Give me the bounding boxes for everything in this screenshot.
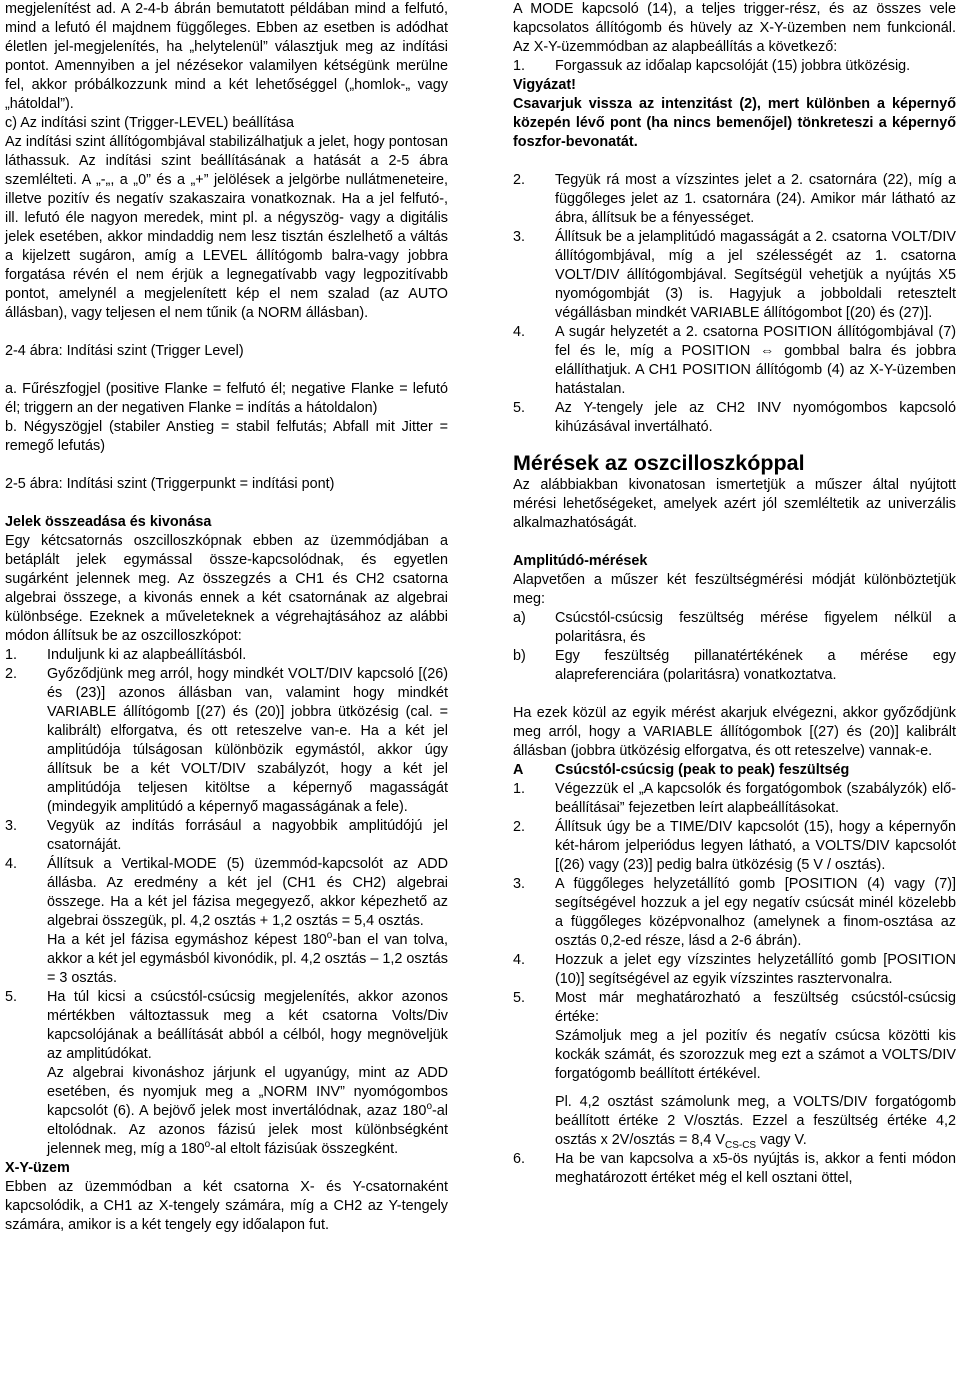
trigger-level-heading: c) Az indítási szint (Trigger-LEVEL) beállítása xyxy=(5,115,294,131)
figure-2-4-caption: 2-4 ábra: Indítási szint (Trigger Level) xyxy=(5,343,244,359)
list-item xyxy=(513,818,956,875)
list-item xyxy=(513,647,956,685)
list-text: Forgassuk az időalap kapcsolóját (15) jobbra ütközésig. xyxy=(555,58,911,74)
list-item xyxy=(513,951,956,989)
section-heading-measurements: Mérések az oszcilloszkóppal xyxy=(513,451,805,475)
list-number: 1. xyxy=(5,647,18,663)
section-heading-xy: X-Y-üzem xyxy=(5,1160,70,1176)
list-item xyxy=(5,665,448,817)
calibration-paragraph: Ha ezek közül az egyik mérést akarjuk elvégezni, akkor győződjünk meg arról, hogy a VARIABLE állítógombok [(27) és (20)] kalibrált állásban (jobbra ütközésig elforgatva, és ott reteszelve) vannak-e. xyxy=(513,705,956,759)
list-text: A függőleges helyzetállító gomb [POSITION (4) vagy (7)] segítségével hozzuk a jel egy negatív csúcsát minél közelebb a függőleges középvonalhoz (amelynek a finom-osztása az osztás 0,2-ed része, lásd a 2-6 ábrán). xyxy=(555,876,956,949)
list-item xyxy=(5,817,448,855)
list-text: Vegyük az indítás forrásául a nagyobbik amplitúdójú jel csatornáját. xyxy=(47,818,448,853)
list-number: 5. xyxy=(513,400,526,416)
left-column xyxy=(5,0,448,1235)
list-number: 3. xyxy=(5,818,18,834)
list-item xyxy=(513,875,956,951)
figure-2-5-caption: 2-5 ábra: Indítási szint (Triggerpunkt = indítási pont) xyxy=(5,476,335,492)
section-heading-amplitude: Amplitúdó-mérések xyxy=(513,553,648,569)
list-text-extra: Pl. 4,2 osztást számolunk meg, a VOLTS/DIV forgatógomb beállított értéke 2 V/osztás. Ezzel a feszültség értéke 4,2 osztás x 2V/osztás = 8,4 $V_{CS-CS}$ vagy V. xyxy=(555,1094,956,1151)
figure-2-4-note-b: b. Négyszögjel (stabiler Anstieg = stabil felfutás; Abfall mit Jitter = remegő lefutás) xyxy=(5,419,448,454)
list-number: 2. xyxy=(513,819,526,835)
list-text: Hozzuk a jelet egy vízszintes helyzetállító gomb [POSITION (10)] segítségével az egyik vízszintes rasztervonalra. xyxy=(555,952,956,987)
add-subtract-steps xyxy=(5,646,448,1159)
list-text: Induljunk ki az alapbeállításból. xyxy=(47,647,247,663)
list-text: Ha túl kicsi a csúcstól-csúcsig megjelenítés, akkor azonos mértékben változtassuk meg a két csatorna Volts/Div kapcsolójának a beállítását abból a célból, hogy megnöveljük az amplitúdókat. xyxy=(47,989,448,1062)
list-number: 3. xyxy=(513,876,526,892)
list-text: Állítsuk be a jelamplitúdó magasságát a 2. csatorna VOLT/DIV állítógombjával, míg a jel szélességét az 1. csatorna VOLT/DIV állítógombjával. Segítségül vehetjük a nyújtás X5 nyomógombját (3) is. Hagyjuk a jobboldali retesztelt végállásban mindkét VARIABLE állítógombot [(20) és (27)]. xyxy=(555,229,956,321)
list-number: 2. xyxy=(5,666,18,682)
list-text: Győződjünk meg arról, hogy mindkét VOLT/DIV kapcsoló [(26) és (23)] azonos állásban van, valamint hogy mindkét VARIABLE állítógomb [(27) és (20)] jobbra ütközésig (cal. = kalibrált) elforgatva, és ott reteszelve van-e. Ha a két jel amplitúdója túlságosan különbözik egymástól, akkor úgy állítsuk be a két VOLT/DIV szabályzót, hogy a két jel amplitúdója teljesen kitöltse a képernyő magasságát (mindegyik amplitúdó a képernyő magasságának a fele). xyxy=(47,666,448,815)
xy-steps xyxy=(513,171,956,437)
list-text: Egy feszültség pillanatértékének a mérése egy alapreferenciára (polaritásra) vonatkoztatva. xyxy=(555,648,956,683)
figure-2-4-note-a: a. Fűrészfogjel (positive Flanke = felfutó él; negative Flanke = lefutó él; triggern an der negativen Flanke = indítás a hátoldalon) xyxy=(5,381,448,416)
list-item xyxy=(513,780,956,818)
xy-text: Ebben az üzemmódban a két csatorna X- és Y-csatornaként kapcsolódik, a CH1 az X-tengely számára, míg a CH2 az Y-tengely számára, amikor is a két tengely egy időalapon fut. xyxy=(5,1179,448,1233)
list-item xyxy=(513,171,956,228)
list-text-extra: Számoljuk meg a jel pozitív és negatív csúcsa közötti kis kockák számát, és szorozzuk meg ezt a számot a VOLTS/DIV forgatógomb beállított értékével. xyxy=(555,1028,956,1082)
list-item xyxy=(513,989,956,1150)
list-text: A sugár helyzetét a 2. csatorna POSITION állítógombjával (7) fel és le, míg a POSITION ⇔ gombbal balra és jobbra elállíthatjuk. A CH1 POSITION állítógomb (4) az X-Y-üzemben hatástalan. xyxy=(555,324,956,397)
list-item xyxy=(513,399,956,437)
list-number: 4. xyxy=(513,952,526,968)
list-text: Végezzük el „A kapcsolók és forgatógombok (szabályzók) elő-beállításai” fejezetben leírt alapbeállításokat. xyxy=(555,781,956,816)
list-number: 4. xyxy=(5,856,18,872)
list-number: 6. xyxy=(513,1151,526,1167)
peak-to-peak-steps xyxy=(513,780,956,1188)
list-text-extra: Ha a két jel fázisa egymáshoz képest 180$^o$-ban el van tolva, akkor a két jel egymásból kivonódik, pl. 4,2 osztás – 1,2 osztás = 3 osztás. xyxy=(47,930,448,986)
warning-text: Csavarjuk vissza az intenzitást (2), mert különben a képernyő közepén lévő pont (ha nincs bemenőjel) tönkreteszi a képernyő foszfor-bevonatát. xyxy=(513,96,956,150)
list-item xyxy=(513,609,956,647)
list-text: Az Y-tengely jele az CH2 INV nyomógombos kapcsoló kihúzásával invertálható. xyxy=(555,400,956,435)
list-letter: b) xyxy=(513,648,526,664)
section-title: Csúcstól-csúcsig (peak to peak) feszültség xyxy=(555,762,850,778)
amplitude-intro: Alapvetően a műszer két feszültségmérési módját különböztetjük meg: xyxy=(513,572,956,607)
list-number: 2. xyxy=(513,172,526,188)
list-text: Állítsuk a Vertikal-MODE (5) üzemmód-kapcsolót az ADD állásba. Az eredmény a két jel (CH1 és CH2) algebrai összege. Ha a két jel fázisa megegyező, akkor képezhető az algebrai összegük, pl. 4,2 osztás + 1,2 osztás = 5,4 osztás. xyxy=(47,856,448,929)
list-item xyxy=(5,855,448,988)
list-item xyxy=(513,228,956,323)
list-item xyxy=(5,646,448,665)
list-number: 1. xyxy=(513,58,526,74)
add-subtract-intro: Egy kétcsatornás oszcilloszkópnak ebben az üzemmódjában a betáplált jelek egymással össze-kapcsolódnak, és egyetlen sugárként jelennek meg. Az összegzés a CH1 és CH2 csatorna algebrai összege, a kivonás ennek a két csatornának az algebrai különbsége. Ezeknek a műveleteknek a végrehajtásához az alábbi módon állítsuk be az oszcilloszkópot: xyxy=(5,533,448,644)
list-item xyxy=(513,323,956,399)
section-letter: A xyxy=(513,762,524,778)
warning-heading: Vigyázat! xyxy=(513,77,576,93)
mode-paragraph: A MODE kapcsoló (14), a teljes trigger-rész, és az összes vele kapcsolatos állítógomb és hüvely az X-Y-üzemben nem funkcionál. Az X-Y-üzemmódban az alapbeállítás a következő: xyxy=(513,1,956,55)
right-column xyxy=(513,0,956,1188)
trigger-level-text: Az indítási szint állítógombjával stabilizálhatjuk a jelet, hogy pontosan láthassuk. Az indítási szint beállításának a hatását a 2-5 ábra szemlélteti. A „-„, a „0” és a „+” jelölések a jelgörbe nullátmeneteire, illetve pozitív és negatív szakaszaira vonatkoznak. Ha a jel felfutó-, ill. lefutó éle nagyon meredek, mint pl. a négyszög- vagy a digitális jelek esetében, akkor mindaddig nem lesz tisztán észlelhető a váltás a kijelzett sugáron, amíg a LEVEL állítógomb balra-vagy jobbra forgatása révén el nem érjük a legnegatívabb vagy legpozitívabb pontot, amelynél a megjelenített kép el nem szalad (az AUTO állásban), vagy teljesen el nem tűnik (a NORM állásban). xyxy=(5,134,448,321)
list-number: 5. xyxy=(513,990,526,1006)
list-text: Tegyük rá most a vízszintes jelet a 2. csatornára (22), míg a függőleges jelet az 1. csatornára (24). Amikor már látható az ábra, állítsuk be a fényességet. xyxy=(555,172,956,226)
measurements-intro: Az alábbiakban kivonatosan ismertetjük a műszer által nyújtott mérési lehetőségeket, amelyek azért jól szemléltetik az univerzális alkalmazhatóságát. xyxy=(513,477,956,531)
section-heading-add-subtract: Jelek összeadása és kivonása xyxy=(5,514,212,530)
list-number: 4. xyxy=(513,324,526,340)
list-text-extra: Az algebrai kivonáshoz járjunk el ugyanúgy, mint az ADD esetében, és nyomjuk meg a „NORM INV” nyomógombos kapcsolót (6). A bejövő jelek most invertálódnak, azaz 180$^o$-al eltolódnak. Az azonos fázisú jelek most különbségként jelennek meg, míg a 180$^o$-al eltolt fázisúak összegként. xyxy=(47,1065,448,1157)
list-number: 5. xyxy=(5,989,18,1005)
list-text: Csúcstól-csúcsig feszültség mérése figyelem nélkül a polaritásra, és xyxy=(555,610,956,645)
list-item xyxy=(513,57,956,76)
list-letter: a) xyxy=(513,610,526,626)
intro-paragraph: megjelenítést ad. A 2-4-b ábrán bemutatott példában mind a felfutó, mind a lefutó él majdnem függőleges. Ebben az esetben is adódhat életlen jel-megjelenítés, ha „helytelenül” választjuk meg az indítási pontot. Amennyiben a jel nézésekor valamilyen kétségünk merülne fel, akkor próbálkozzunk mind a két lehetőséggel („homlok-„ vagy „hátoldal”). xyxy=(5,1,448,112)
list-text: Állítsuk úgy be a TIME/DIV kapcsolót (15), hogy a képernyőn két-három jelperiódus legyen látható, a VOLTS/DIV kapcsolót [(26) vagy (23)] pedig balra ütközésig (5 V / osztás). xyxy=(555,819,956,873)
list-text: Most már meghatározható a feszültség csúcstól-csúcsig értéke: xyxy=(555,990,956,1025)
section-heading-peak-to-peak xyxy=(513,761,956,780)
list-item xyxy=(513,1150,956,1188)
list-number: 3. xyxy=(513,229,526,245)
list-item xyxy=(5,988,448,1159)
list-text: Ha be van kapcsolva a x5-ös nyújtás is, akkor a fenti módon meghatározott értéket még el kell osztani öttel, xyxy=(555,1151,956,1186)
list-number: 1. xyxy=(513,781,526,797)
